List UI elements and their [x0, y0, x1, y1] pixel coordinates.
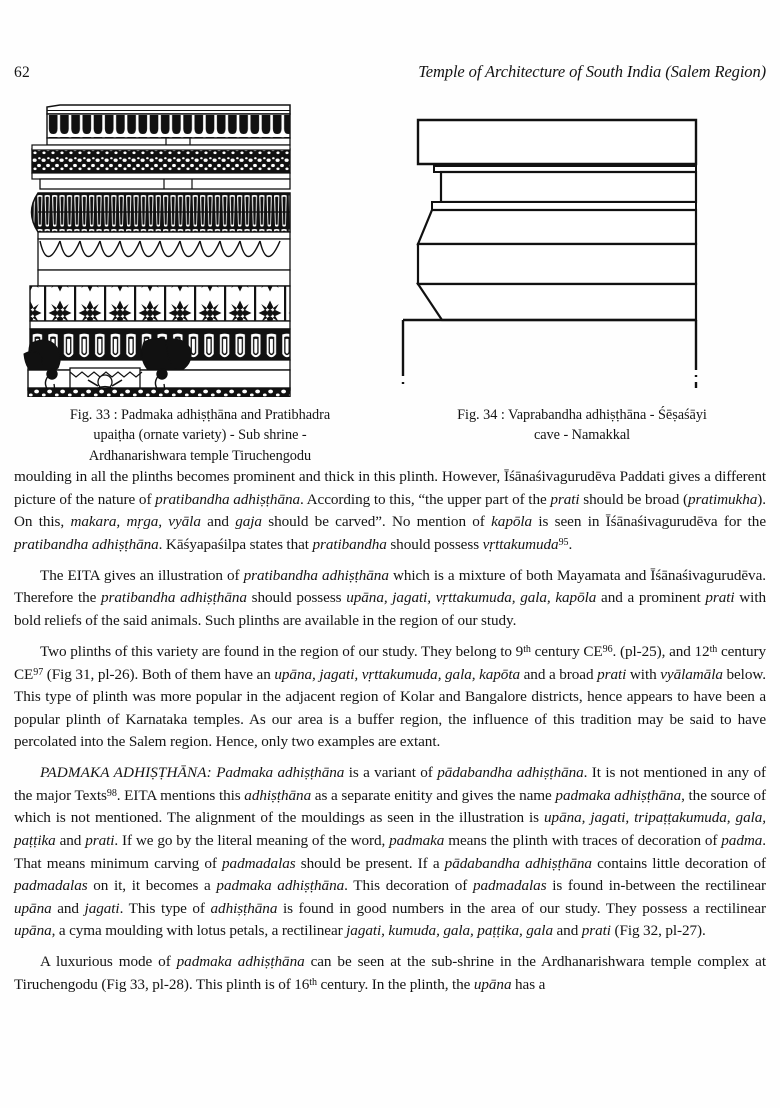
figure-34-caption-line-2: cave - Namakkal — [533, 427, 631, 444]
figure-33-caption — [14, 405, 386, 466]
running-title: Temple of Architecture of South India (Salem Region) — [418, 62, 766, 81]
figure-34-caption-line-1: Fig. 34 : Vaprabandha adhiṣṭhāna - Śēṣaśāyi — [457, 407, 707, 423]
figure-33-caption-line-3: Ardhanarishwara temple Tiruchengodu — [88, 447, 312, 464]
figure-34-illustration — [396, 92, 768, 397]
figure-33 — [14, 92, 386, 466]
paragraph: moulding in all the plinths becomes prominent and thick in this plinth. However, Īśānaśivagurudēva Paddati gives a different picture of the nature of pratibandha adhiṣṭhāna. According to this, “the upper part of the prati should be broad (pratimukha). On this, makara, mṛga, vyāla and gaja should be carved”. No mention of kapōla is seen in Īśānaśivagurudēva for the pratibandha adhiṣṭhāna. Kāśyapaśilpa states that pratibandha should possess vṛttakumuda$^{95}$. — [14, 468, 766, 553]
figure-33-caption-line-1: Fig. 33 : Padmaka adhiṣṭhāna and Pratibhadra — [69, 407, 331, 423]
figure-33-illustration — [14, 92, 386, 397]
figure-row — [0, 92, 780, 462]
figure-34 — [396, 92, 768, 446]
page-number: 62 — [14, 64, 30, 81]
body-text — [14, 466, 766, 1005]
ornate-plinth-line-drawing — [14, 92, 386, 397]
paragraph: A luxurious mode of padmaka adhiṣṭhāna can be seen at the sub-shrine in the Ardhanarishwara temple complex at Tiruchengodu (Fig 33, pl-28). This plinth is of 16th century. In the plinth, the upāna has a — [14, 953, 766, 993]
running-head — [14, 62, 766, 88]
paragraph: The EITA gives an illustration of pratibandha adhiṣṭhāna which is a mixture of both Mayamata and Īśānaśivagurudēva. Therefore the pratibandha adhiṣṭhāna should possess upāna, jagati, vṛttakumuda, gala, kapōla and a prominent prati with bold reliefs of the said animals. Such plinths are available in the region of our study. — [14, 566, 767, 629]
figure-34-caption — [396, 405, 768, 446]
paragraph: Two plinths of this variety are found in the region of our study. They belong to 9th century CE$^{96}$. (pl-25), and 12th century CE$^{97}$ (Fig 31, pl-26). Both of them have an upāna, jagati, vṛttakumuda, gala, kapōta and a broad prati with vyālamāla below. This type of plinth was more popular in the adjacent region of Kolar and Bangalore districts, hence appears to have been a popular plinth of Karnataka temples. As our area is a buffer region, the influence of this tradition may be said to have percolated into the Salem region. Hence, only two examples are extant. — [14, 642, 767, 751]
figure-33-caption-line-2: upaiṭha (ornate variety) - Sub shrine - — [93, 427, 307, 444]
vaprabandha-plinth-profile-drawing — [396, 92, 768, 397]
paragraph: PADMAKA ADHIṢṬHĀNA: Padmaka adhiṣṭhāna is a variant of pādabandha adhiṣṭhāna. It is not mentioned in any of the major Texts$^{98}$. EITA mentions this adhiṣṭhāna as a separate enitity and gives the name padmaka adhiṣṭhāna, the source of which is not mentioned. The alignment of the mouldings as seen in the illustration is upāna, jagati, tripaṭṭakumuda, gala, paṭṭika and prati. If we go by the literal meaning of the word, padmaka means the plinth with traces of decoration of padma. That means minimum carving of padmadalas should be present. If a pādabandha adhiṣṭhāna contains little decoration of padmadalas on it, it becomes a padmaka adhiṣṭhāna. This decoration of padmadalas is found in-between the rectilinear upāna and jagati. This type of adhiṣṭhāna is found in good numbers in the area of our study. They possess a rectilinear upāna, a cyma moulding with lotus petals, a rectilinear jagati, kumuda, gala, paṭṭika, gala and prati (Fig 32, pl-27). — [14, 764, 767, 940]
